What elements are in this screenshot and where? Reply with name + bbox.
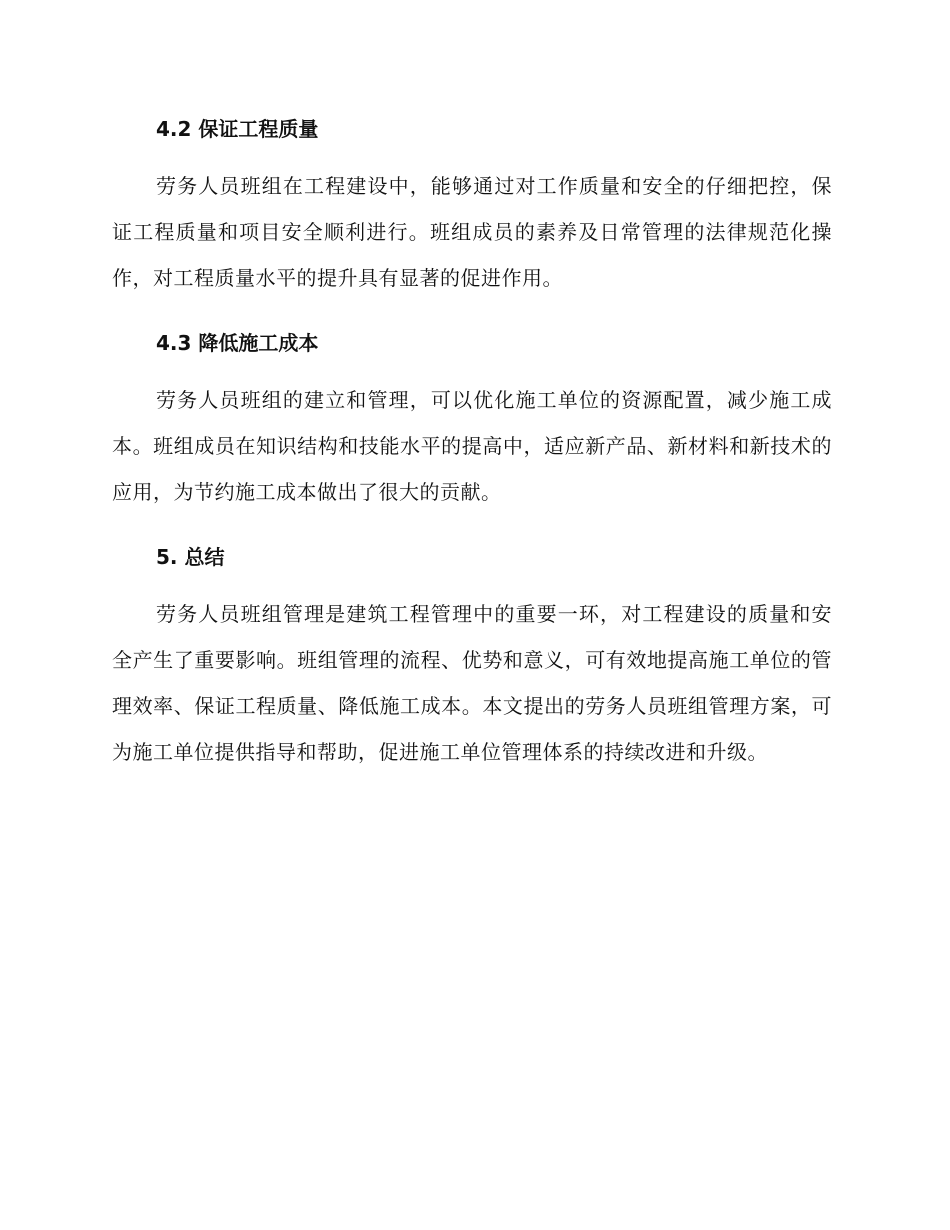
section-heading-4-2: 4.2 保证工程质量	[156, 117, 319, 141]
section-paragraph-5-summary: 劳务人员班组管理是建筑工程管理中的重要一环，对工程建设的质量和安全产生了重要影响。班组管理的流程、优势和意义，可有效地提高施工单位的管理效率、保证工程质量、降低施工成本。本文提出的劳务人员班组管理方案，可为施工单位提供指导和帮助，促进施工单位管理体系的持续改进和升级。	[112, 602, 832, 764]
section-paragraph-4-3: 劳务人员班组的建立和管理，可以优化施工单位的资源配置，减少施工成本。班组成员在知识结构和技能水平的提高中，适应新产品、新材料和新技术的应用，为节约施工成本做出了很大的贡献。	[112, 388, 832, 504]
section-paragraph-4-2: 劳务人员班组在工程建设中，能够通过对工作质量和安全的仔细把控，保证工程质量和项目安全顺利进行。班组成员的素养及日常管理的法律规范化操作，对工程质量水平的提升具有显著的促进作用。	[112, 174, 832, 290]
section-heading-4-3: 4.3 降低施工成本	[156, 331, 319, 355]
section-heading-5-summary: 5. 总结	[156, 545, 225, 569]
document-body	[112, 111, 832, 775]
